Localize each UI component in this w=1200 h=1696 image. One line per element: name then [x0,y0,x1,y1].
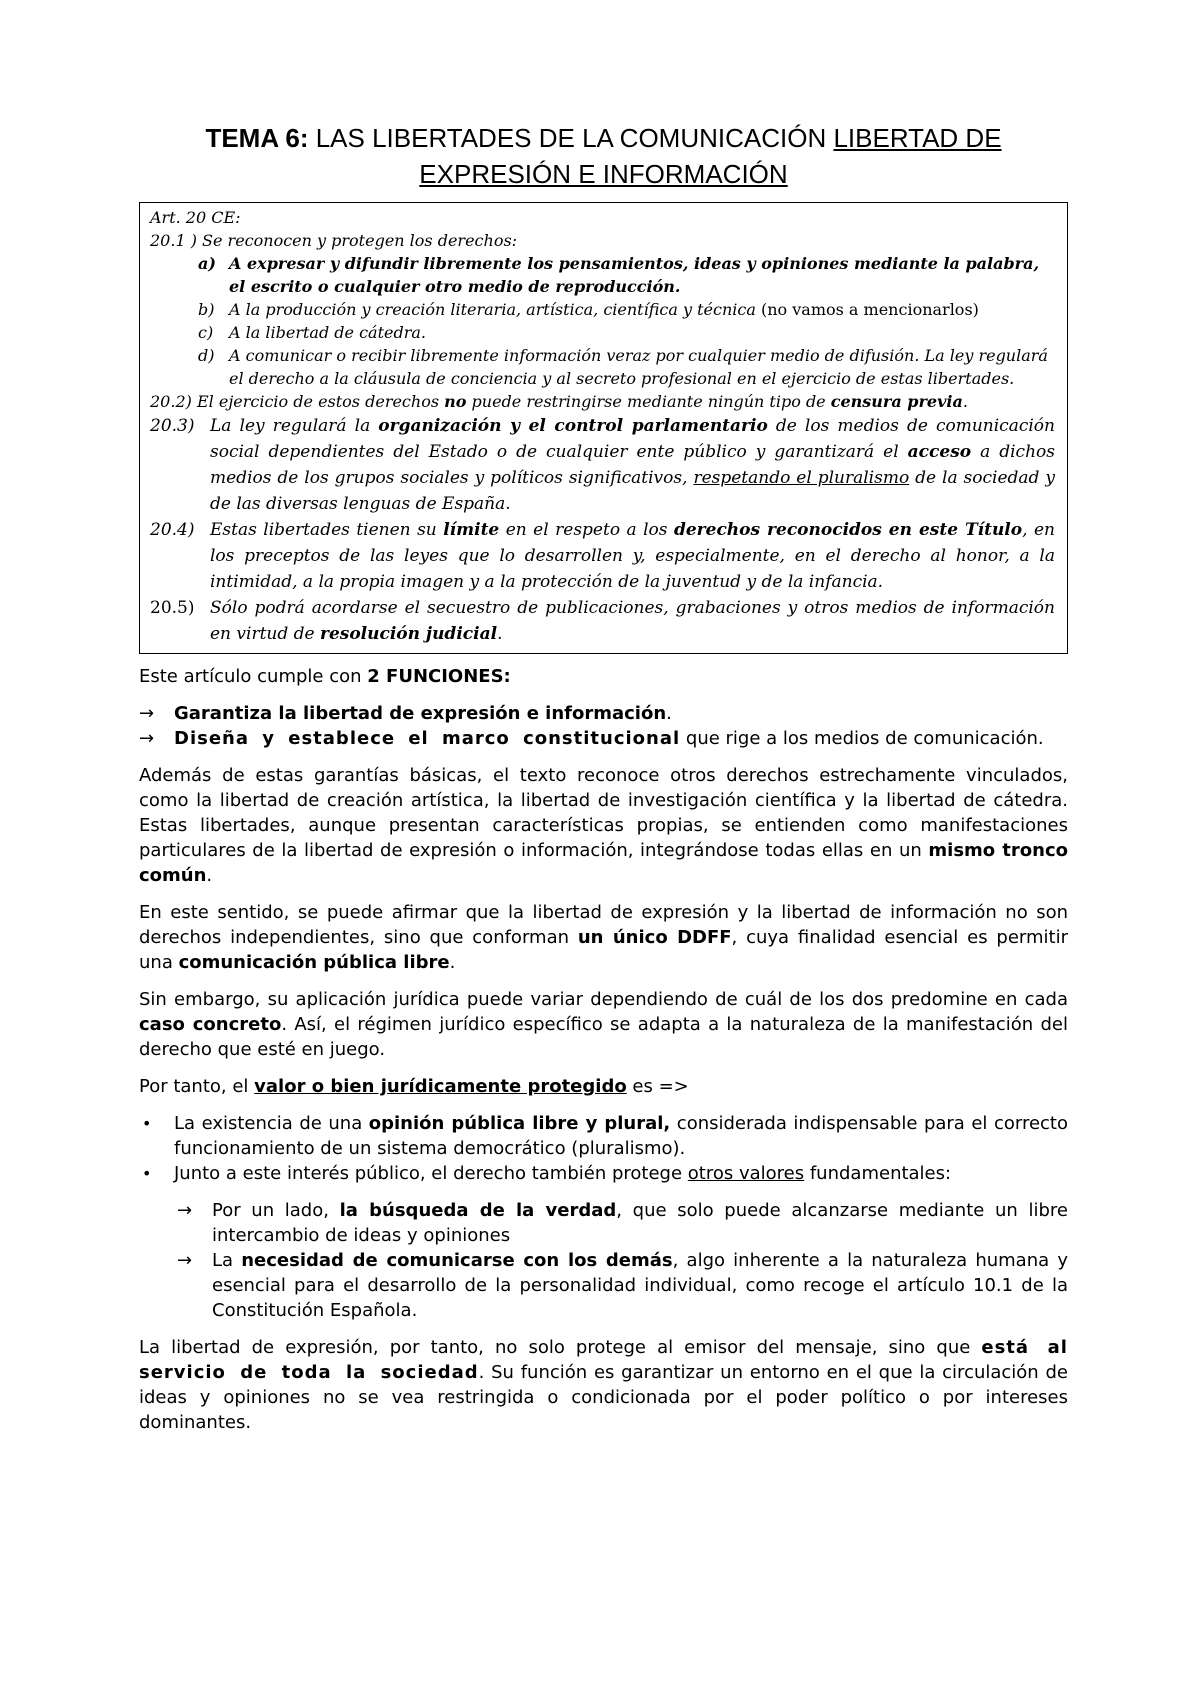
text: . [206,865,213,886]
emphasis: mismo tronco común [139,840,1068,886]
emphasis: un único DDFF [577,927,732,948]
item-text [174,1161,1068,1186]
emphasis: Garantiza la libertad de expresión e información [174,703,667,724]
text: La existencia de una [174,1113,369,1134]
text: considerada indispensable para el correcto funcionamiento de un sistema democrático (pluralismo). [174,1113,1068,1159]
emphasis: derechos reconocidos en este Título [673,520,1023,540]
item-label: c) [198,323,214,342]
item-text [174,726,1068,751]
section-text [210,413,1055,517]
emphasis: necesidad de comunicarse con los demás [241,1250,673,1271]
text: Sólo podrá acordarse el secuestro de publicaciones, grabaciones y otros medios de información en virtud de [210,598,1055,644]
emphasis: resolución judicial [320,624,498,644]
body-content [139,664,1068,1435]
text: Por tanto, el [139,1076,255,1097]
article-20-4 [150,517,1055,595]
text: que rige a los medios de comunicación. [680,728,1044,749]
functions-lead [139,664,1068,689]
paragraph-3 [139,987,1068,1062]
paragraph-4 [139,1074,1068,1099]
item-label: a) [198,254,216,273]
bullet-icon: • [142,1114,152,1133]
article-intro: 20.1 ) Se reconocen y protegen los derechos: [150,231,518,250]
emphasis: 2 FUNCIONES: [367,666,511,687]
item-text [212,1198,1068,1248]
item-label: b) [198,300,215,319]
emphasis: acceso [907,442,972,462]
emphasis: comunicación pública libre [178,952,450,973]
arrow-right-icon: → [177,1200,193,1221]
title-subtitle: LIBERTAD DE EXPRESIÓN E INFORMACIÓN [419,123,1002,189]
section-number: 20.2) [150,392,192,411]
arrow-right-icon: → [139,728,155,749]
item-text [212,1248,1068,1323]
emphasis: organización y el control parlamentario [378,416,768,436]
text: de la sociedad y de las diversas lenguas de España. [210,468,1055,514]
text: en el respeto a los [499,520,674,540]
paragraph-5 [139,1335,1068,1435]
arrow-right-icon: → [139,703,155,724]
item-text: A expresar y difundir libremente los pensamientos, ideas y opiniones mediante la palabra, el escrito o cualquier otro medio de reproducción. [229,254,1040,296]
article-20-box [139,202,1068,654]
article-item-c [198,321,1055,344]
item-text [174,701,1068,726]
page-title [139,120,1068,192]
article-20-5 [150,595,1055,647]
text: Este artículo cumple con [139,666,368,687]
list-item [177,1198,1068,1248]
list-item [139,726,1068,751]
text: La [212,1250,242,1271]
text: de los medios de comunicación social dependientes del Estado o de cualquier ente público y garantizará el [210,416,1055,462]
emphasis: no [444,392,467,411]
text: En este sentido, se puede afirmar que la libertad de expresión y la libertad de información no son derechos independientes, sino que conforman [139,902,1068,948]
emphasis: límite [443,520,500,540]
section-text [210,517,1055,595]
paragraph-2 [139,900,1068,975]
text: Además de estas garantías básicas, el texto reconoce otros derechos estrechamente vinculados, como la libertad de creación artística, la libertad de investigación científica y la libertad de cátedra. Estas libertades, aunque presentan características propias, se entienden como manifestaciones particulares de la libertad de expresión o información, integrándose todas ellas en un [139,765,1068,861]
text: . Así, el régimen jurídico específico se adapta a la naturaleza de la manifestación del derecho que esté en juego. [139,1014,1068,1060]
emphasis: opinión pública libre y plural, [368,1113,671,1134]
text: fundamentales: [804,1163,952,1184]
text: Estas libertades tienen su [210,520,444,540]
item-text: A comunicar o recibir libremente información veraz por cualquier medio de difusión. La ley regulará el derecho a la cláusula de conciencia y al secreto profesional en el ejercicio de estas libertades. [229,346,1048,388]
text: , en los preceptos de las leyes que lo desarrollen y, especialmente, en el derecho al honor, a la intimidad, a la propia imagen y a la protección de la juventud y de la infancia. [210,520,1055,592]
list-item [139,701,1068,726]
title-main: LAS LIBERTADES DE LA COMUNICACIÓN [308,123,834,153]
text: . [449,952,456,973]
emphasis: la búsqueda de la verdad [339,1200,617,1221]
emphasis: caso concreto [139,1014,282,1035]
text: El ejercicio de estos derechos [191,392,445,411]
list-item [139,1111,1068,1161]
article-item-a [198,252,1055,298]
item-text [174,1111,1068,1161]
text: a dichos medios de los grupos sociales y políticos significativos, [210,442,1055,488]
item-note: (no vamos a mencionarlos) [760,300,979,319]
article-20-3 [150,413,1055,517]
arrow-right-icon: → [177,1250,193,1271]
title-topic-number: TEMA 6: [205,123,309,153]
emphasis: censura previa [830,392,963,411]
text: puede restringirse mediante ningún tipo de [466,392,831,411]
text: . Su función es garantizar un entorno en el que la circulación de ideas y opiniones no se vea restringida o condicionada por el poder político o por intereses dominantes. [139,1362,1068,1433]
text: Junto a este interés público, el derecho también protege [174,1163,688,1184]
article-item-d [198,344,1055,390]
article-20-2 [150,390,1055,413]
text: es => [626,1076,689,1097]
functions-list [139,701,1068,751]
text: , algo inherente a la naturaleza humana y esencial para el desarrollo de la personalidad individual, como recoge el artículo 10.1 de la Constitución Española. [212,1250,1068,1321]
section-text [210,595,1055,647]
item-text: A la libertad de cátedra. [229,323,426,342]
text: , que solo puede alcanzarse mediante un libre intercambio de ideas y opiniones [212,1200,1068,1246]
list-item [139,1161,1068,1186]
item-label: d) [198,346,215,365]
section-number: 20.3) [150,416,195,436]
text: . [962,392,968,411]
paragraph-1 [139,763,1068,888]
text: La ley regulará la [210,416,379,436]
section-number: 20.4) [150,520,195,540]
bullet-icon: • [142,1164,152,1183]
article-heading: Art. 20 CE: [150,208,241,227]
item-text [229,298,1055,321]
item-text-italic: A la producción y creación literaria, artística, científica y técnica [229,300,761,319]
other-values-list [177,1198,1068,1323]
text: . [497,624,503,644]
text: Sin embargo, su aplicación jurídica puede variar dependiendo de cuál de los dos predomine en cada [139,989,1068,1010]
emphasis: valor o bien jurídicamente protegido [254,1076,627,1097]
underlined: respetando el pluralismo [693,468,910,488]
text: . [666,703,672,724]
text: , cuya finalidad esencial es permitir una [139,927,1068,973]
underlined: otros valores [687,1163,805,1184]
emphasis: está al servicio de toda la sociedad [139,1337,1068,1383]
emphasis: Diseña y establece el marco constitucional [174,728,681,749]
section-number: 20.5) [150,598,195,618]
list-item [177,1248,1068,1323]
text: Por un lado, [212,1200,340,1221]
values-list [139,1111,1068,1186]
text: La libertad de expresión, por tanto, no solo protege al emisor del mensaje, sino que [139,1337,982,1358]
article-item-b [198,298,1055,321]
